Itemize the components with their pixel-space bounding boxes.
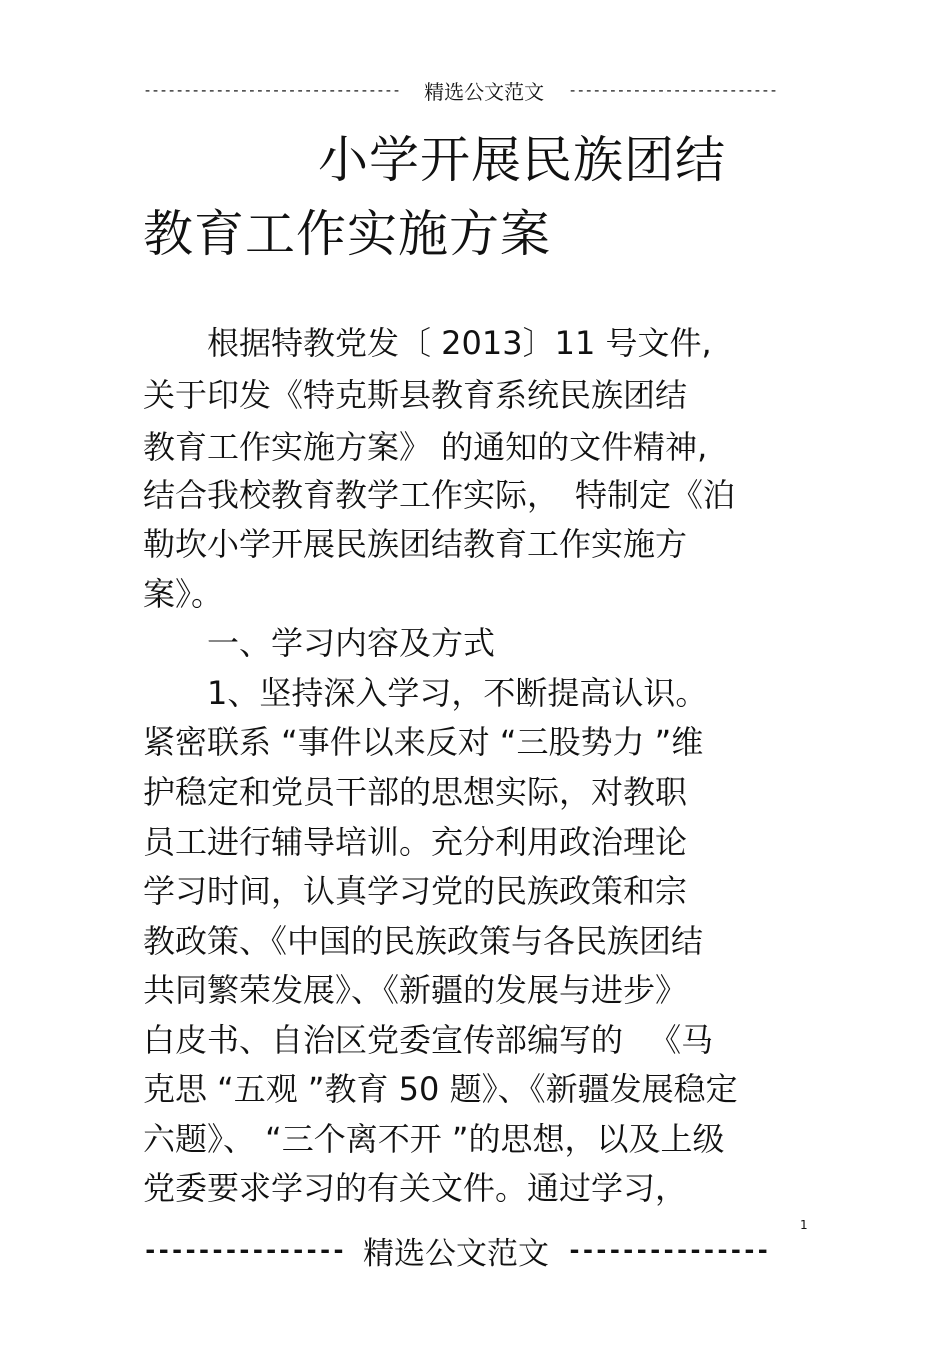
header-text: 精选公文范文 <box>424 79 545 104</box>
body-line: 紧密联系 “事件以来反对 “三股势力 ”维 <box>143 723 704 761</box>
body-line: 案》。 <box>143 575 224 613</box>
page-header <box>143 74 777 106</box>
body-line: 党委要求学习的有关文件。通过学习， <box>143 1169 688 1207</box>
header-right-rule: -------------------------- <box>568 81 777 99</box>
header-left-rule: -------------------------------- <box>143 81 400 99</box>
body-line: 勒坎小学开展民族团结教育工作实施方 <box>143 525 688 563</box>
page-number: 1 <box>800 1218 808 1232</box>
body-line: 教政策、《中国的民族政策与各民族团结 <box>143 922 704 960</box>
body-line: 员工进行辅导培训。充分利用政治理论 <box>143 823 688 861</box>
body-line: 克思 “五观 ”教育 50 题》、《新疆发展稳定 <box>143 1070 738 1108</box>
body-line: 关于印发《特克斯县教育系统民族团结 <box>143 376 688 414</box>
body-line: 一、学习内容及方式 <box>143 624 496 662</box>
body-line: 共同繁荣发展》、《新疆的发展与进步》 <box>143 971 688 1009</box>
document-title-line-2: 教育工作实施方案 <box>143 205 551 263</box>
body-line: 白皮书、自治区党委宣传部编写的 《马 <box>143 1021 714 1059</box>
document-title-line-1: 小学开展民族团结 <box>318 131 726 189</box>
body-line: 护稳定和党员干部的思想实际，对教职 <box>143 773 688 811</box>
footer-right-rule: --------------- <box>567 1236 769 1264</box>
footer-left-rule: --------------- <box>143 1236 345 1264</box>
body-line: 六题》、 “三个离不开 ”的思想，以及上级 <box>143 1120 725 1158</box>
page-footer <box>143 1228 769 1272</box>
body-line: 学习时间，认真学习党的民族政策和宗 <box>143 872 688 910</box>
footer-text: 精选公文范文 <box>363 1235 549 1272</box>
body-line: 根据特教党发〔 2013〕11 号文件, <box>143 324 712 362</box>
body-line: 教育工作实施方案》 的通知的文件精神, <box>143 428 708 466</box>
body-line: 结合我校教育教学工作实际， 特制定《泊 <box>143 476 736 514</box>
body-line: 1、坚持深入学习，不断提高认识。 <box>143 674 708 712</box>
